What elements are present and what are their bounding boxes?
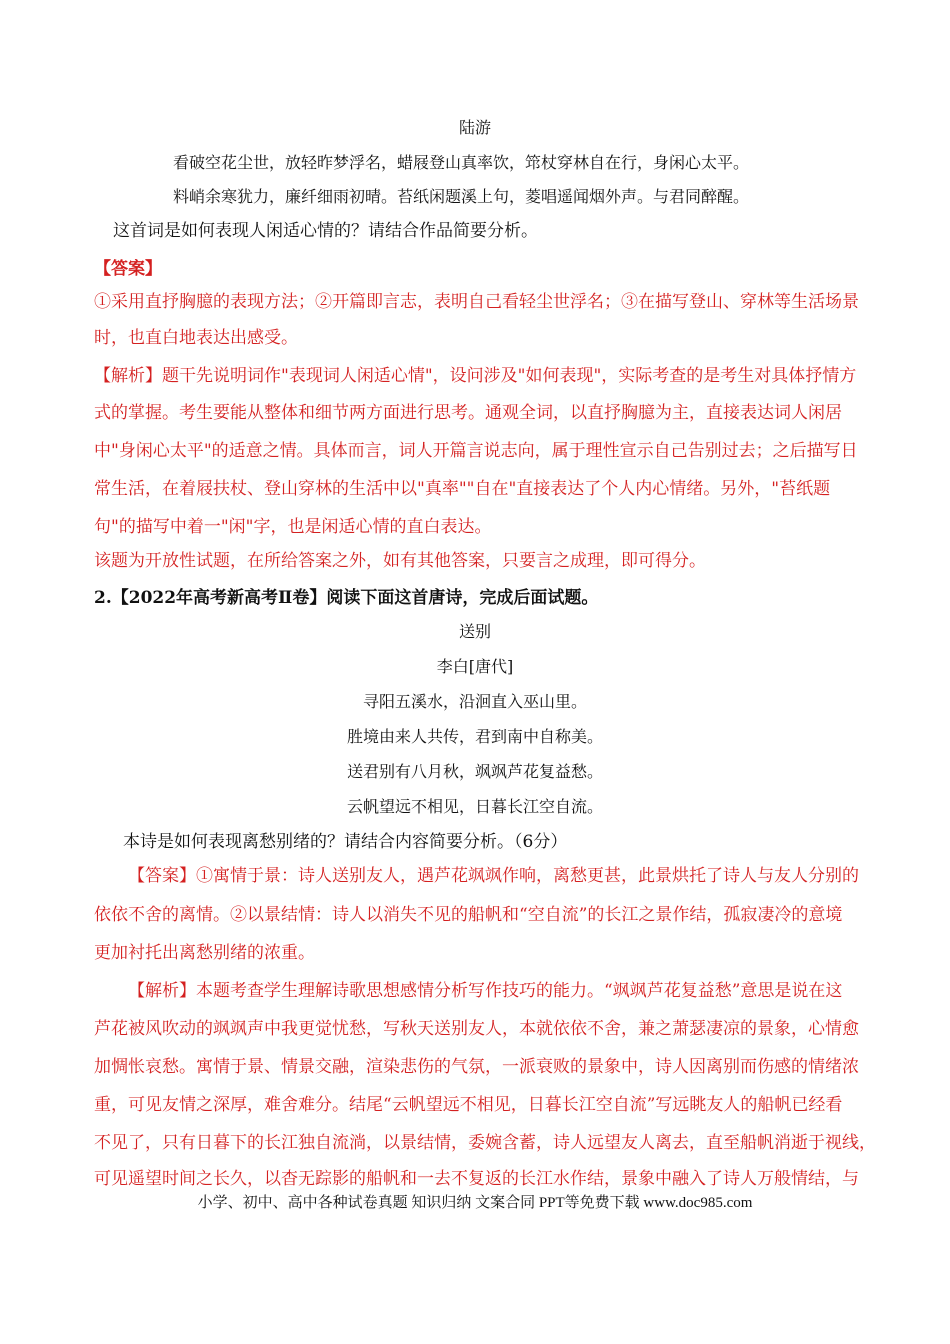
question-text: 这首词是如何表现人闲适心情的？请结合作品简要分析。 <box>113 221 538 241</box>
analysis-text: 中"身闲心太平"的适意之情。具体而言，词人开篇言说志向，属于理性宣示自己告别过去；之后描写日 <box>94 441 858 461</box>
poem-line: 送君别有八月秋，飒飒芦花复益愁。 <box>346 762 603 781</box>
analysis-text: 不见了，只有日暮下的长江独自流淌，以景结情，委婉含蓄，诗人远望友人离去，直至船帆消逝于视线， <box>94 1133 876 1153</box>
poem-line: 看破空花尘世，放轻昨梦浮名，蜡屐登山真率饮，筇杖穿林自在行，身闲心太平。 <box>173 153 750 172</box>
poem-author: 李白[唐代] <box>436 657 514 676</box>
question-heading: 2.【2022年高考新高考Ⅱ卷】阅读下面这首唐诗，完成后面试题。 <box>94 588 599 608</box>
page-footer: 小学、初中、高中各种试卷真题 知识归纳 文案合同 PPT等免费下载 www.doc985.com <box>197 1195 753 1211</box>
answer-text: 【答案】①寓情于景：诗人送别友人，遇芦花飒飒作响，离愁更甚，此景烘托了诗人与友人分别的 <box>128 866 859 886</box>
answer-text: 更加衬托出离愁别绪的浓重。 <box>94 943 315 963</box>
analysis-text: 【解析】题干先说明词作"表现词人闲适心情"，设问涉及"如何表现"，实际考查的是考生对具体抒情方 <box>94 366 857 386</box>
poem-title: 送别 <box>458 622 491 641</box>
analysis-text: 常生活，在着屐扶杖、登山穿林的生活中以"真率""自在"直接表达了个人内心情绪。另外，"苔纸题 <box>94 479 831 499</box>
answer-text: 时，也直白地表达出感受。 <box>94 328 298 348</box>
answer-label: 【答案】 <box>94 259 162 279</box>
poem-line: 料峭余寒犹力，廉纤细雨初晴。苔纸闲题溪上句，菱唱遥闻烟外声。与君同醉醒。 <box>173 187 750 206</box>
analysis-text: 芦花被风吹动的飒飒声中我更觉忧愁，写秋天送别友人，本就依依不舍，兼之萧瑟凄凉的景象，心情愈 <box>94 1019 859 1039</box>
analysis-text: 式的掌握。考生要能从整体和细节两方面进行思考。通观全词，以直抒胸臆为主，直接表达词人闲居 <box>94 403 842 423</box>
scoring-note: 该题为开放性试题，在所给答案之外，如有其他答案，只要言之成理，即可得分。 <box>94 551 706 571</box>
question-text: 本诗是如何表现离愁别绪的？请结合内容简要分析。（6分） <box>123 832 568 852</box>
poem-author: 陆游 <box>458 118 491 137</box>
analysis-text: 重，可见友情之深厚，难舍难分。结尾“云帆望远不相见，日暮长江空自流”写远眺友人的船帆已经看 <box>94 1095 843 1115</box>
analysis-text: 句"的描写中着一"闲"字，也是闲适心情的直白表达。 <box>94 517 492 537</box>
poem-line: 胜境由来人共传，君到南中自称美。 <box>346 727 603 746</box>
poem-line: 云帆望远不相见，日暮长江空自流。 <box>346 797 603 816</box>
analysis-text: 可见遥望时间之长久，以杳无踪影的船帆和一去不复返的长江水作结，景象中融入了诗人万般情结，与 <box>94 1169 859 1189</box>
poem-line: 寻阳五溪水，沿洄直入巫山里。 <box>362 692 587 711</box>
analysis-text: 【解析】本题考查学生理解诗歌思想感情分析写作技巧的能力。“飒飒芦花复益愁”意思是说在这 <box>128 981 843 1001</box>
answer-text: ①采用直抒胸臆的表现方法；②开篇即言志，表明自己看轻尘世浮名；③在描写登山、穿林等生活场景 <box>94 292 859 312</box>
analysis-text: 加惆怅哀愁。寓情于景、情景交融，渲染悲伤的气氛，一派衰败的景象中，诗人因离别而伤感的情绪浓 <box>94 1057 859 1077</box>
answer-text: 依依不舍的离情。②以景结情：诗人以消失不见的船帆和“空自流”的长江之景作结，孤寂凄冷的意境 <box>94 905 843 925</box>
